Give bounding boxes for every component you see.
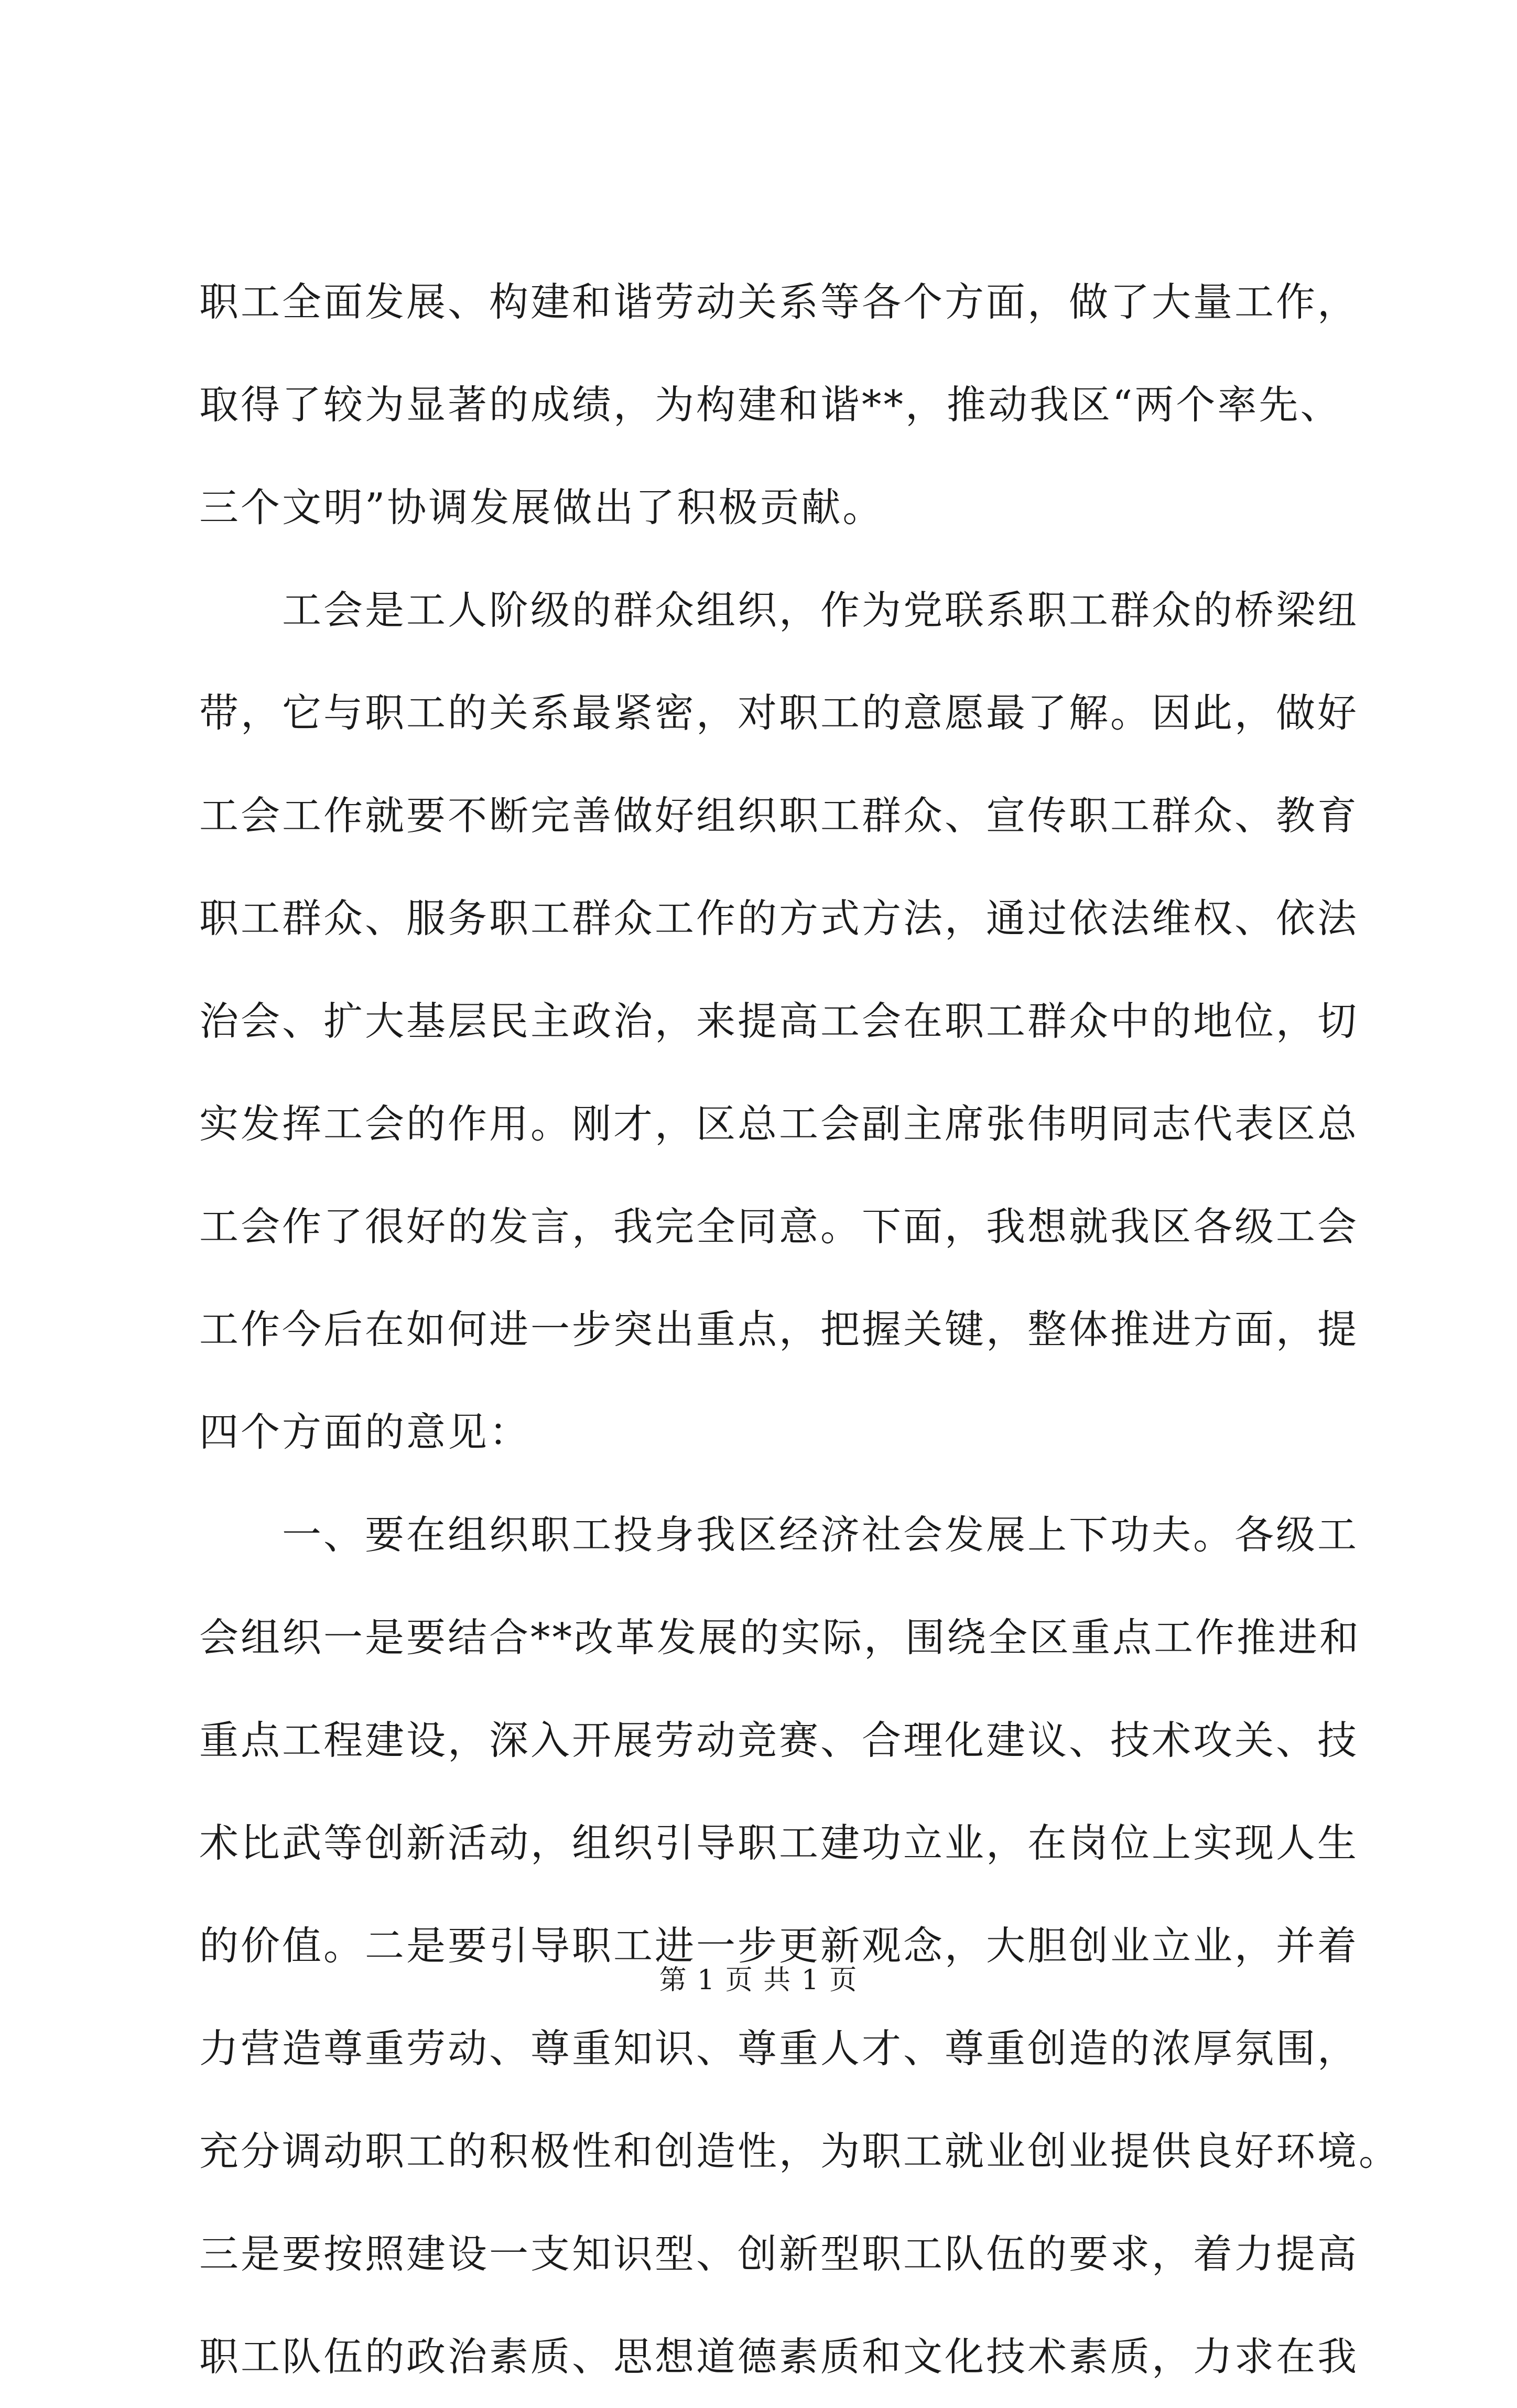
text-line: 的价值。二是要引导职工进一步更新观念，大胆创业立业，并着 — [199, 1923, 1359, 1969]
text-line: 治会、扩大基层民主政治，来提高工会在职工群众中的地位，切 — [199, 998, 1359, 1044]
page-footer — [0, 1958, 1517, 1997]
text-line: 三是要按照建设一支知识型、创新型职工队伍的要求，着力提高 — [199, 2231, 1359, 2277]
text-line: 充分调动职工的积极性和创造性，为职工就业创业提供良好环境。 — [199, 2128, 1401, 2174]
text-line: 术比武等创新活动，组织引导职工建功立业，在岗位上实现人生 — [199, 1820, 1359, 1866]
text-line: 取得了较为显著的成绩，为构建和谐**，推动我区“两个率先、 — [199, 382, 1342, 428]
paragraph — [199, 1483, 1401, 2408]
paragraph — [199, 559, 1359, 1483]
text-line: 职工队伍的政治素质、思想道德素质和文化技术素质，力求在我 — [199, 2334, 1359, 2380]
page-number-label: 第 1 页 共 1 页 — [659, 1965, 858, 1996]
text-line: 工作今后在如何进一步突出重点，把握关键，整体推进方面，提 — [199, 1306, 1359, 1352]
document-body — [199, 251, 1401, 2408]
text-line: 工会作了很好的发言，我完全同意。下面，我想就我区各级工会 — [199, 1203, 1359, 1250]
text-line: 职工全面发展、构建和谐劳动关系等各个方面，做了大量工作， — [199, 279, 1359, 325]
text-line: 力营造尊重劳动、尊重知识、尊重人才、尊重创造的浓厚氛围， — [199, 2025, 1359, 2071]
text-line: 会组织一是要结合**改革发展的实际，围绕全区重点工作推进和 — [199, 1614, 1361, 1661]
text-line: 四个方面的意见： — [199, 1409, 531, 1455]
text-line: 带，它与职工的关系最紧密，对职工的意愿最了解。因此，做好 — [199, 690, 1359, 736]
text-line: 三个文明”协调发展做出了积极贡献。 — [199, 484, 884, 530]
text-line: 工会是工人阶级的群众组织，作为党联系职工群众的桥梁纽 — [199, 587, 1359, 633]
text-line: 工会工作就要不断完善做好组织职工群众、宣传职工群众、教育 — [199, 793, 1359, 839]
text-line: 重点工程建设，深入开展劳动竞赛、合理化建议、技术攻关、技 — [199, 1717, 1359, 1763]
text-line: 职工群众、服务职工群众工作的方式方法，通过依法维权、依法 — [199, 895, 1359, 941]
paragraph — [199, 251, 1359, 559]
text-line: 实发挥工会的作用。刚才，区总工会副主席张伟明同志代表区总 — [199, 1101, 1359, 1147]
text-line: 一、要在组织职工投身我区经济社会发展上下功夫。各级工 — [199, 1512, 1359, 1558]
